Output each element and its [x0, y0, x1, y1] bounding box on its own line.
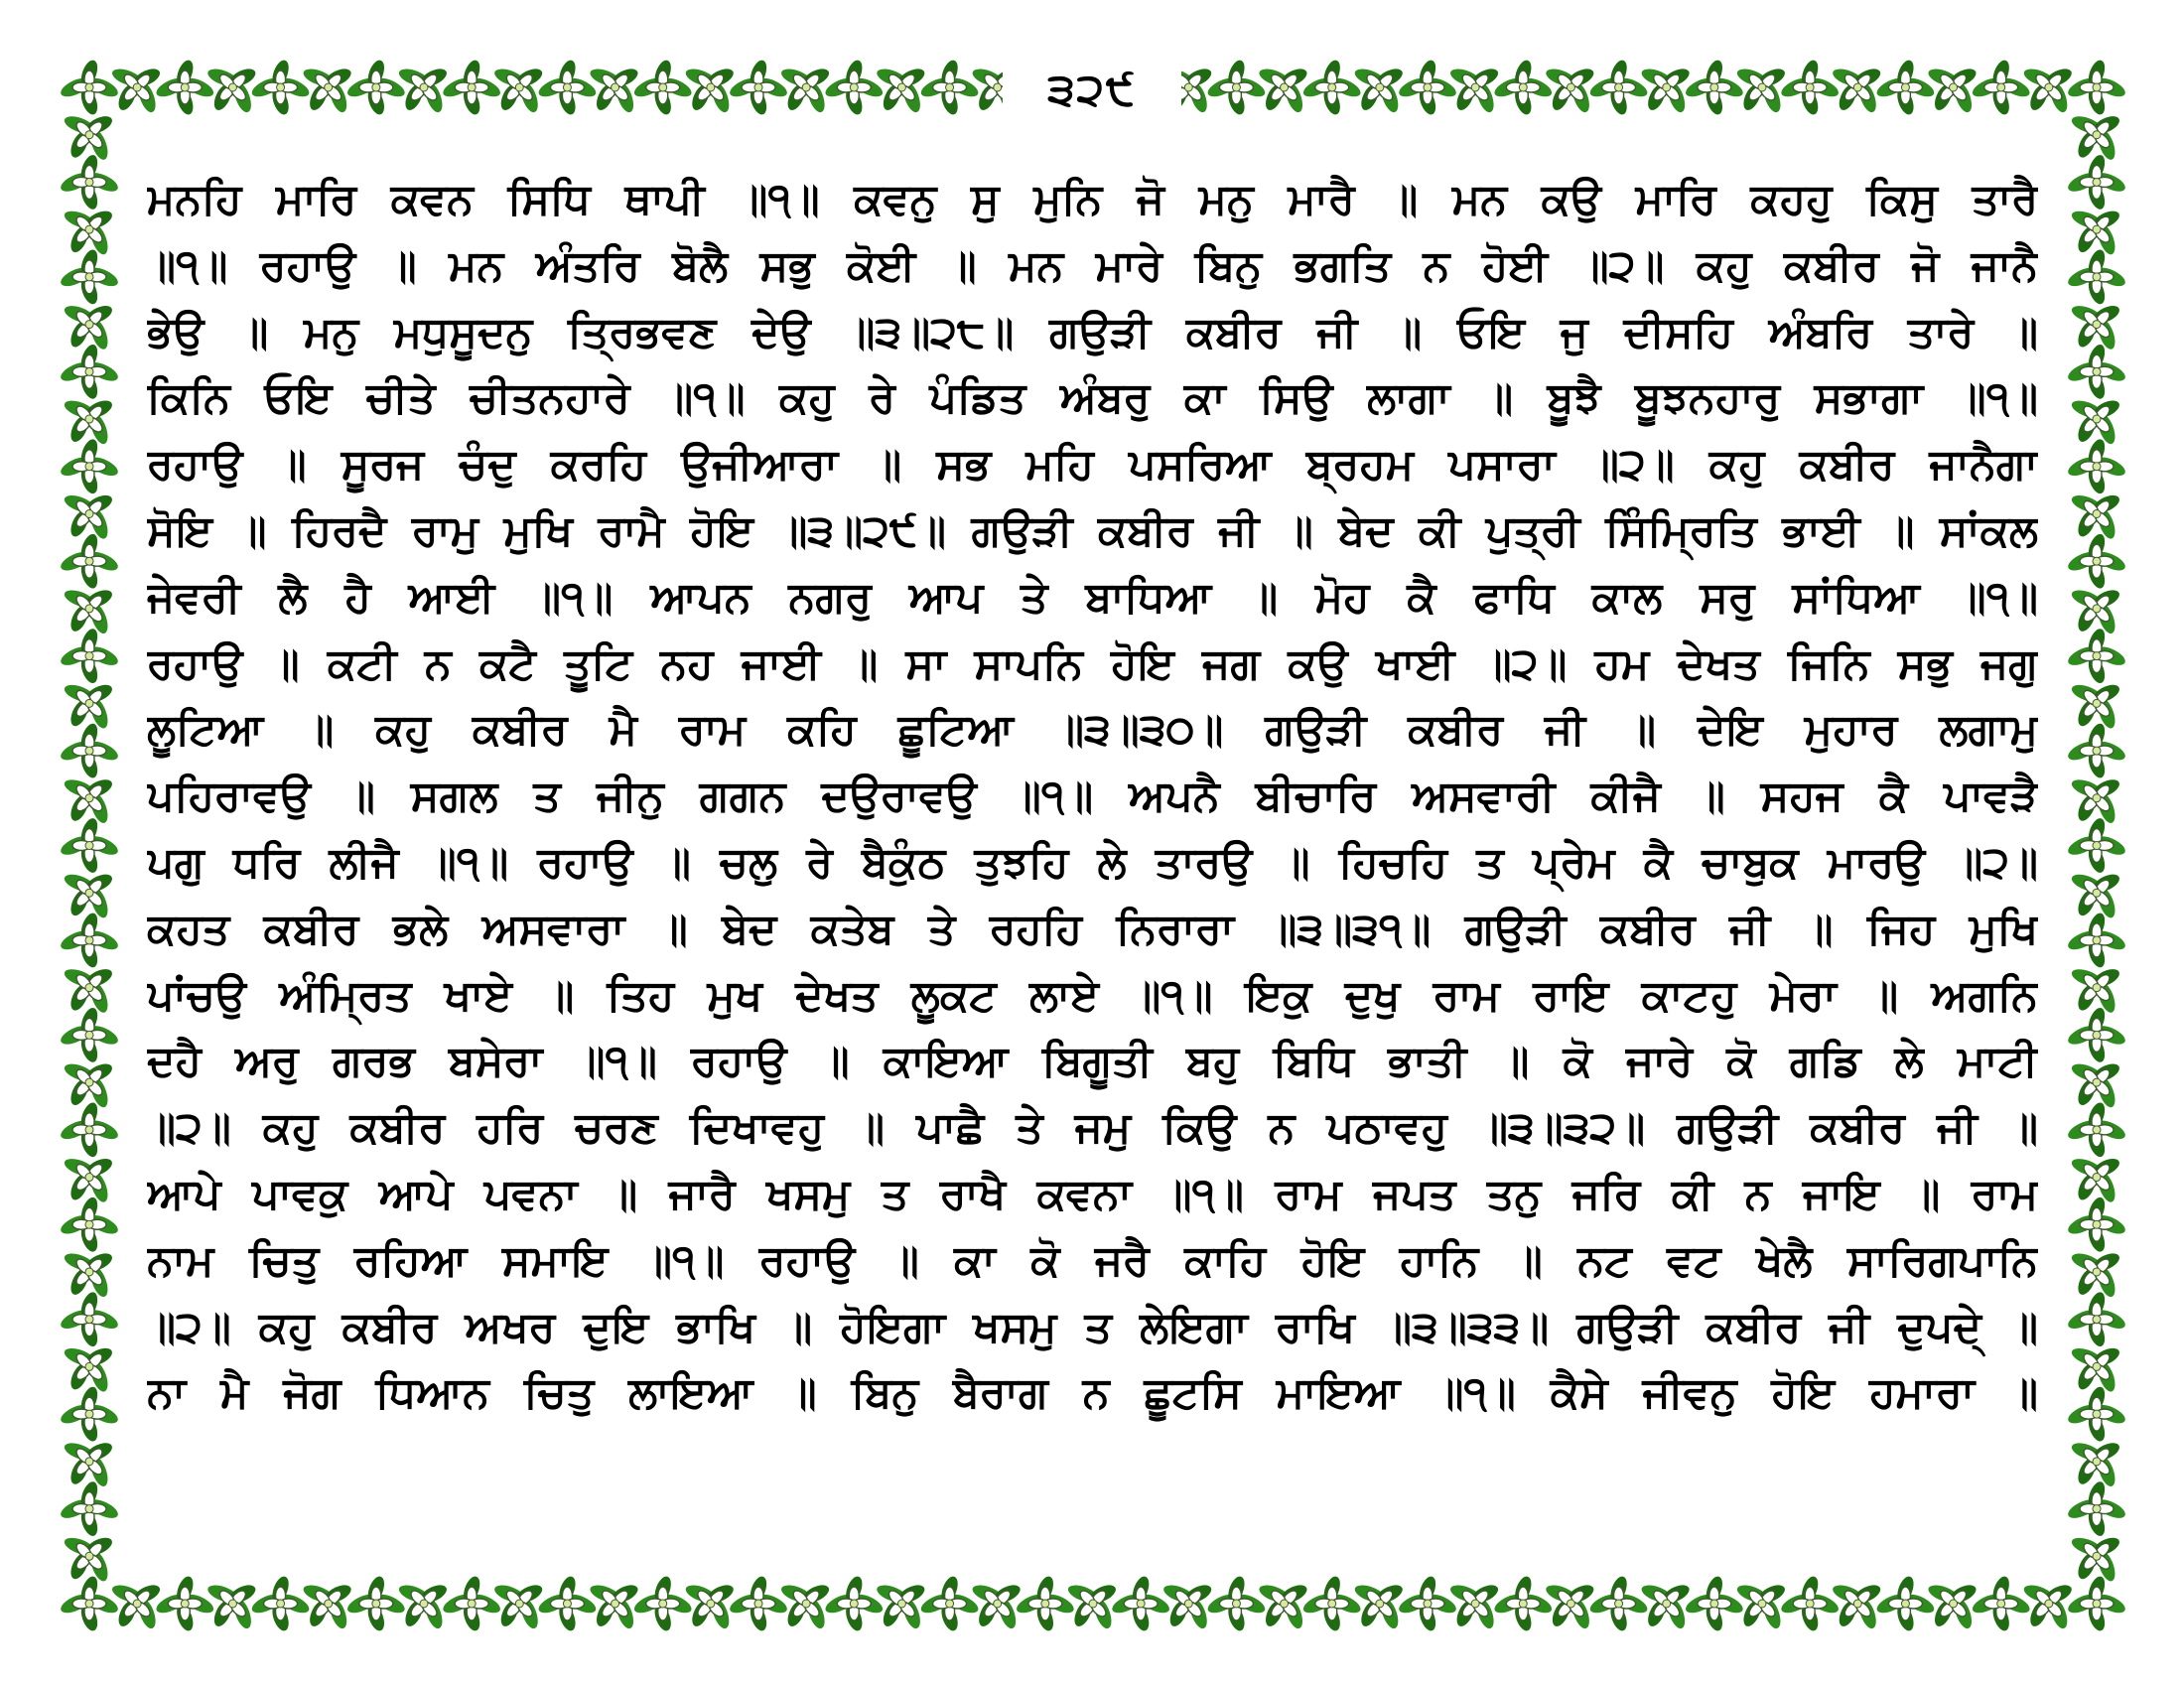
flower-vine-icon: [1874, 1574, 1937, 1632]
flower-vine-icon: [2066, 911, 2128, 969]
flower-vine-icon: [249, 1574, 312, 1632]
flower-vine-icon: [2066, 58, 2128, 116]
text-line: ਮਨਹਿ ਮਾਰਿ ਕਵਨ ਸਿਧਿ ਥਾਪੀ ॥੧॥ ਕਵਨੁ ਸੁ ਮੁਨਿ ਜੋ ਮਨੁ ਮਾਰੈ ॥ ਮਨ ਕਉ ਮਾਰਿ ਕਹਹੁ ਕਿਸੁ ਤਾਰੈ: [147, 175, 2038, 224]
text-line: ਪਹਿਰਾਵਉ ॥ ਸਗਲ ਤ ਜੀਨੁ ਗਗਨ ਦਉਰਾਵਉ ॥੧॥ ਅਪਨੈ ਬੀਚਾਰਿ ਅਸਵਾਰੀ ਕੀਜੈ ॥ ਸਹਜ ਕੈ ਪਾਵੜੈ: [147, 772, 2038, 822]
flower-vine-icon: [2066, 1290, 2128, 1348]
flower-vine-icon: [2066, 1100, 2128, 1159]
text-line: ਸੋਇ ॥ ਹਿਰਦੈ ਰਾਮੁ ਮੁਖਿ ਰਾਮੈ ਹੋਇ ॥੩॥੨੯॥ ਗਉੜੀ ਕਬੀਰ ਜੀ ॥ ਬੇਦ ਕੀ ਪੁਤ੍ਰੀ ਸਿੰਮ੍ਰਿਤਿ ਭਾਈ ॥ ਸਾਂਕਲ: [147, 505, 2038, 556]
text-line: ਪਾਂਚਉ ਅੰਮ੍ਰਿਤ ਖਾਏ ॥ ਤਿਹ ਮੁਖ ਦੇਖਤ ਲੂਕਟ ਲਾਏ ॥੧॥ ਇਕੁ ਦੁਖੁ ਰਾਮ ਰਾਇ ਕਾਟਹੁ ਮੇਰਾ ॥ ਅਗਨਿ: [147, 970, 2038, 1021]
text-line: ਭੇਉ ॥ ਮਨੁ ਮਧੁਸੂਦਨੁ ਤ੍ਰਿਭਵਣ ਦੇਉ ॥੩॥੨੮॥ ਗਉੜੀ ਕਬੀਰ ਜੀ ॥ ਓਇ ਜੁ ਦੀਸਹਿ ਅੰਬਰਿ ਤਾਰੇ ॥: [147, 307, 2038, 357]
text-line: ਨਾ ਮੈ ਜੋਗ ਧਿਆਨ ਚਿਤੁ ਲਾਇਆ ॥ ਬਿਨੁ ਬੈਰਾਗ ਨ ਛੂਟਸਿ ਮਾਇਆ ॥੧॥ ਕੈਸੇ ਜੀਵਨੁ ਹੋਇ ਹਮਾਰਾ ॥: [147, 1368, 2038, 1419]
text-line: ਰਹਾਉ ॥ ਕਟੀ ਨ ਕਟੈ ਤੂਟਿ ਨਹ ਜਾਈ ॥ ਸਾ ਸਾਪਨਿ ਹੋਇ ਜਗ ਕਉ ਖਾਈ ॥੨॥ ਹਮ ਦੇਖਤ ਜਿਨਿ ਸਭੁ ਜਗੁ: [147, 638, 2038, 689]
flower-vine-icon: [1205, 1574, 1268, 1632]
flower-vine-icon: [154, 1574, 216, 1632]
flower-vine-icon: [59, 1006, 121, 1064]
flower-vine-icon: [59, 722, 121, 780]
text-line: ਦਹੈ ਅਰੁ ਗਰਭ ਬਸੇਰਾ ॥੧॥ ਰਹਾਉ ॥ ਕਾਇਆ ਬਿਗੂਤੀ ਬਹੁ ਬਿਧਿ ਭਾਤੀ ॥ ਕੋ ਜਾਰੇ ਕੋ ਗਡਿ ਲੇ ਮਾਟੀ: [147, 1037, 2038, 1087]
flower-vine-icon: [1683, 58, 1745, 116]
flower-vine-icon: [1300, 1574, 1363, 1632]
flower-vine-icon: [1874, 58, 1937, 116]
flower-vine-icon: [59, 1290, 121, 1348]
flower-vine-icon: [59, 816, 121, 875]
flower-vine-icon: [2066, 1479, 2128, 1538]
flower-vine-icon: [344, 1574, 407, 1632]
flower-vine-icon: [59, 1385, 121, 1444]
flower-vine-icon: [441, 58, 503, 116]
page-number: ੩੨੯: [1047, 64, 1137, 115]
flower-vine-icon: [2066, 532, 2128, 591]
flower-vine-icon: [2066, 1006, 2128, 1064]
flower-vine-icon: [2066, 1574, 2128, 1632]
flower-vine-icon: [1970, 1574, 2032, 1632]
flower-vine-icon: [1492, 58, 1555, 116]
flower-vine-icon: [536, 1574, 599, 1632]
flower-vine-icon: [59, 532, 121, 591]
flower-vine-icon: [1300, 58, 1363, 116]
flower-vine-icon: [59, 247, 121, 306]
flower-vine-icon: [1397, 58, 1459, 116]
flower-vine-icon: [728, 58, 790, 116]
text-line: ਕਹਤ ਕਬੀਰ ਭਲੇ ਅਸਵਾਰਾ ॥ ਬੇਦ ਕਤੇਬ ਤੇ ਰਹਹਿ ਨਿਰਾਰਾ ॥੩॥੩੧॥ ਗਉੜੀ ਕਬੀਰ ਜੀ ॥ ਜਿਹ ਮੁਖਿ: [147, 904, 2038, 954]
page-number-box: [1003, 55, 1181, 124]
flower-vine-icon: [823, 1574, 886, 1632]
flower-vine-icon: [1110, 1574, 1172, 1632]
flower-vine-icon: [631, 1574, 694, 1632]
flower-vine-icon: [918, 58, 981, 116]
scripture-text-block: [147, 167, 2038, 1427]
flower-vine-icon: [1014, 1574, 1076, 1632]
flower-vine-icon: [728, 1574, 790, 1632]
flower-vine-icon: [1397, 1574, 1459, 1632]
text-line: ਜੇਵਰੀ ਲੈ ਹੈ ਆਈ ॥੧॥ ਆਪਨ ਨਗਰੁ ਆਪ ਤੇ ਬਾਧਿਆ ॥ ਮੋਹ ਕੈ ਫਾਧਿ ਕਾਲ ਸਰੁ ਸਾਂਧਿਆ ॥੧॥: [147, 572, 2038, 623]
flower-vine-icon: [2066, 343, 2128, 401]
flower-vine-icon: [59, 1479, 121, 1538]
flower-vine-icon: [59, 1574, 121, 1632]
text-line: ਨਾਮ ਚਿਤੁ ਰਹਿਆ ਸਮਾਇ ॥੧॥ ਰਹਾਉ ॥ ਕਾ ਕੋ ਜਰੈ ਕਾਹਿ ਹੋਇ ਹਾਨਿ ॥ ਨਟ ਵਟ ਖੇਲੈ ਸਾਰਿਗਪਾਨਿ: [147, 1235, 2038, 1286]
flower-vine-icon: [2066, 1196, 2128, 1254]
text-line: ॥੧॥ ਰਹਾਉ ॥ ਮਨ ਅੰਤਰਿ ਬੋਲੈ ਸਭੁ ਕੋਈ ॥ ਮਨ ਮਾਰੇ ਬਿਨੁ ਭਗਤਿ ਨ ਹੋਈ ॥੨॥ ਕਹੁ ਕਬੀਰ ਜੋ ਜਾਨੈ: [147, 240, 2038, 291]
flower-vine-icon: [59, 911, 121, 969]
flower-vine-icon: [1779, 1574, 1842, 1632]
flower-vine-icon: [2066, 816, 2128, 875]
flower-vine-icon: [59, 1100, 121, 1159]
text-line: ਆਪੇ ਪਾਵਕੁ ਆਪੇ ਪਵਨਾ ॥ ਜਾਰੈ ਖਸਮੁ ਤ ਰਾਖੈ ਕਵਨਾ ॥੧॥ ਰਾਮ ਜਪਤ ਤਨੁ ਜਰਿ ਕੀ ਨ ਜਾਇ ॥ ਰਾਮ: [147, 1169, 2038, 1219]
text-line: ॥੨॥ ਕਹੁ ਕਬੀਰ ਅਖਰ ਦੁਇ ਭਾਖਿ ॥ ਹੋਇਗਾ ਖਸਮੁ ਤ ਲੇਇਗਾ ਰਾਖਿ ॥੩॥੩੩॥ ਗਉੜੀ ਕਬੀਰ ਜੀ ਦੁਪਦੇ੍ ॥: [147, 1302, 2038, 1352]
flower-vine-icon: [2066, 437, 2128, 495]
text-line: ਰਹਾਉ ॥ ਸੂਰਜ ਚੰਦੁ ਕਰਹਿ ਉਜੀਆਰਾ ॥ ਸਭ ਮਹਿ ਪਸਰਿਆ ਬ੍ਰਹਮ ਪਸਾਰਾ ॥੨॥ ਕਹੁ ਕਬੀਰ ਜਾਨੈਗਾ: [147, 440, 2038, 491]
flower-vine-icon: [823, 58, 886, 116]
flower-vine-icon: [59, 627, 121, 685]
flower-vine-icon: [59, 437, 121, 495]
flower-vine-icon: [1205, 58, 1268, 116]
flower-vine-icon: [59, 343, 121, 401]
flower-vine-icon: [1683, 1574, 1745, 1632]
flower-vine-icon: [536, 58, 599, 116]
flower-vine-icon: [918, 1574, 981, 1632]
flower-vine-icon: [2066, 1385, 2128, 1444]
flower-vine-icon: [2066, 153, 2128, 211]
flower-vine-icon: [249, 58, 312, 116]
flower-vine-icon: [154, 58, 216, 116]
flower-vine-icon: [441, 1574, 503, 1632]
flower-vine-icon: [59, 1196, 121, 1254]
flower-vine-icon: [2066, 247, 2128, 306]
text-line: ॥੨॥ ਕਹੁ ਕਬੀਰ ਹਰਿ ਚਰਣ ਦਿਖਾਵਹੁ ॥ ਪਾਛੈ ਤੇ ਜਮੁ ਕਿਉ ਨ ਪਠਾਵਹੁ ॥੩॥੩੨॥ ਗਉੜੀ ਕਬੀਰ ਜੀ ॥: [147, 1103, 2038, 1154]
flower-vine-icon: [2066, 627, 2128, 685]
flower-vine-icon: [344, 58, 407, 116]
flower-vine-icon: [59, 58, 121, 116]
flower-vine-icon: [2066, 722, 2128, 780]
flower-vine-icon: [1587, 1574, 1650, 1632]
text-line: ਲੂਟਿਆ ॥ ਕਹੁ ਕਬੀਰ ਮੈ ਰਾਮ ਕਹਿ ਛੂਟਿਆ ॥੩॥੩੦॥ ਗਉੜੀ ਕਬੀਰ ਜੀ ॥ ਦੇਇ ਮੁਹਾਰ ਲਗਾਮੁ: [147, 705, 2038, 756]
text-line: ਪਗੁ ਧਰਿ ਲੀਜੈ ॥੧॥ ਰਹਾਉ ॥ ਚਲੁ ਰੇ ਬੈਕੁੰਠ ਤੁਝਹਿ ਲੇ ਤਾਰਉ ॥ ਹਿਚਹਿ ਤ ਪ੍ਰੇਮ ਕੈ ਚਾਬੁਕ ਮਾਰਉ ॥੨॥: [147, 837, 2038, 888]
flower-vine-icon: [1970, 58, 2032, 116]
flower-vine-icon: [1779, 58, 1842, 116]
flower-vine-icon: [59, 153, 121, 211]
text-line: ਕਿਨਿ ਓਇ ਚੀਤੇ ਚੀਤਨਹਾਰੇ ॥੧॥ ਕਹੁ ਰੇ ਪੰਡਿਤ ਅੰਬਰੁ ਕਾ ਸਿਉ ਲਾਗਾ ॥ ਬੂਝੈ ਬੂਝਨਹਾਰੁ ਸਭਾਗਾ ॥੧॥: [147, 373, 2038, 424]
flower-vine-icon: [1587, 58, 1650, 116]
flower-vine-icon: [631, 58, 694, 116]
flower-vine-icon: [1492, 1574, 1555, 1632]
